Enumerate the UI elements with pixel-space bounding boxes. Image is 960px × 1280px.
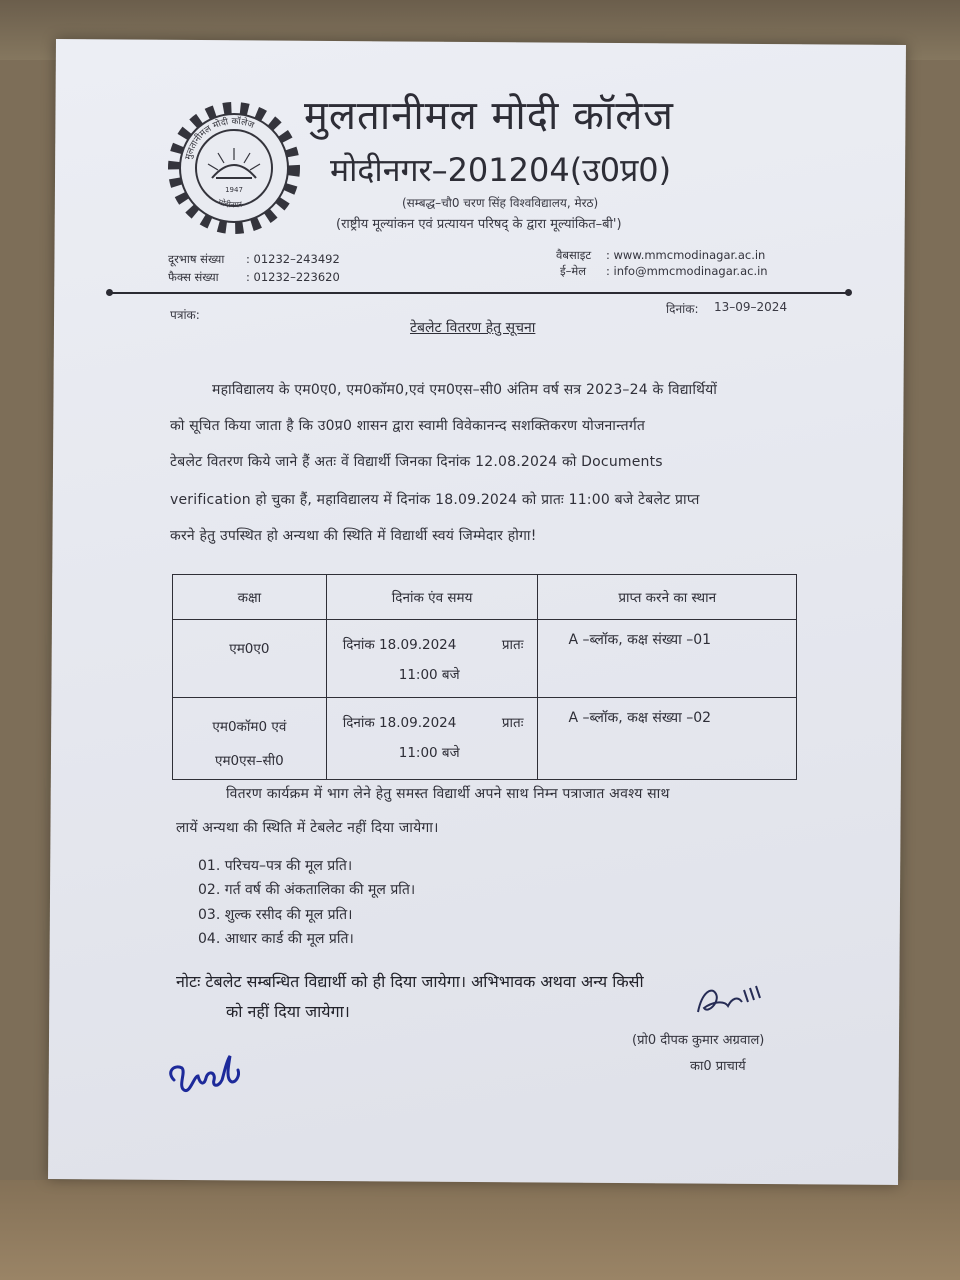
fax-label: फैक्स संख्या: [168, 270, 219, 284]
table-header: कक्षा: [173, 575, 327, 620]
table-header: प्राप्त करने का स्थान: [538, 575, 797, 620]
date-text: दिनांक 18.09.2024: [342, 715, 457, 731]
email-link[interactable]: : info@mmcmodinagar.ac.in: [606, 264, 768, 278]
time-text: 11:00 बजे: [398, 667, 460, 683]
fax-number: : 01232–223620: [246, 270, 340, 284]
date-label: दिनांक:: [666, 302, 699, 316]
place-text: A –ब्लॉक, कक्ष संख्या –01: [568, 632, 712, 648]
para2-line: वितरण कार्यक्रम में भाग लेने हेतु समस्त विद्यार्थी अपने साथ निम्न पत्राजात अवश्य साथ: [226, 786, 670, 802]
affiliation-line: (सम्बद्ध–चौ0 चरण सिंह विश्वविद्यालय, मेरठ): [402, 196, 599, 210]
logo-text-bottom: मोदीनगर: [216, 197, 243, 210]
note-line: को नहीं दिया जायेगा।: [226, 1002, 350, 1021]
class-cell: [173, 620, 327, 698]
place-cell: [538, 620, 797, 698]
date-cell: [326, 620, 538, 698]
class-text: एम0कॉम0 एवं: [212, 719, 287, 735]
table-row: [173, 698, 797, 780]
para2-line: लायें अन्यथा की स्थिति में टेबलेट नहीं दिया जायेगा।: [176, 820, 439, 836]
phone-label: दूरभाष संख्या: [168, 252, 225, 266]
principal-signature-icon: [690, 980, 770, 1026]
place-cell: [538, 698, 797, 780]
list-item: 01. परिचय–पत्र की मूल प्रति।: [198, 858, 353, 874]
signatory-name: (प्रो0 दीपक कुमार अग्रवाल): [632, 1033, 765, 1048]
background-bottom: [0, 1180, 960, 1280]
place-text: A –ब्लॉक, कक्ष संख्या –02: [568, 710, 712, 726]
logo-text-top: मुलतानीमल मोदी कॉलेज: [183, 116, 256, 161]
college-logo-icon: [166, 100, 302, 236]
header-divider: [110, 292, 848, 294]
table-header: दिनांक एंव समय: [326, 575, 538, 620]
ref-label: पत्रांक:: [170, 308, 200, 322]
para1-line: verification हो चुका हैं, महाविद्यालय में दिनांक 18.09.2024 को प्रातः 11:00 बजे टेबलेट प्राप्त: [170, 492, 700, 508]
morning-text: प्रातः: [501, 715, 524, 731]
phone-number: : 01232–243492: [246, 252, 340, 266]
list-item: 03. शुल्क रसीद की मूल प्रति।: [198, 907, 353, 923]
list-item: 02. गर्त वर्ष की अंकतालिका की मूल प्रति।: [198, 882, 416, 898]
para1-line: करने हेतु उपस्थित हो अन्यथा की स्थिति में विद्यार्थी स्वयं जिम्मेदार होगा!: [170, 528, 537, 544]
email-label: ई–मेल: [560, 264, 587, 278]
table-header-row: [173, 575, 797, 620]
distribution-table: [172, 574, 797, 780]
class-text: एम0एस–सी0: [215, 753, 284, 769]
college-name: मुलतानीमल मोदी कॉलेज: [304, 93, 674, 139]
website-label: वैबसाइट: [556, 248, 592, 262]
time-text: 11:00 बजे: [398, 745, 460, 761]
letter-subject: टेबलेट वितरण हेतु सूचना: [410, 320, 536, 336]
para1-line: को सूचित किया जाता है कि उ0प्र0 शासन द्वारा स्वामी विवेकानन्द सशक्तिकरण योजनान्तर्गत: [170, 418, 646, 434]
signatory-title: का0 प्राचार्य: [690, 1059, 746, 1074]
logo-year: 1947: [225, 186, 243, 194]
list-item: 04. आधार कार्ड की मूल प्रति।: [198, 931, 354, 947]
morning-text: प्रातः: [501, 637, 524, 653]
para1-line: महाविद्यालय के एम0ए0, एम0कॉम0,एवं एम0एस–सी0 अंतिम वर्ष सत्र 2023–24 के विद्यार्थियों: [212, 382, 718, 398]
para1-line: टेबलेट वितरण किये जाने हैं अतः वें विद्यार्थी जिनका दिनांक 12.08.2024 को Documents: [170, 454, 663, 470]
accreditation-line: (राष्ट्रीय मूल्यांकन एवं प्रत्यायन परिषद् के द्वारा मूल्यांकित–बी'): [336, 217, 622, 232]
date-text: दिनांक 18.09.2024: [342, 637, 457, 653]
note-line: नोटः टेबलेट सम्बन्धित विद्यार्थी को ही दिया जायेगा। अभिभावक अथवा अन्य किसी: [176, 972, 644, 991]
date-cell: [326, 698, 538, 780]
handwritten-initials-icon: [160, 1046, 246, 1102]
table-row: [173, 620, 797, 698]
class-cell: [173, 698, 327, 780]
website-link[interactable]: : www.mmcmodinagar.ac.in: [606, 248, 766, 262]
college-city: मोदीनगर–201204(उ0प्र0): [330, 151, 672, 189]
class-text: एम0ए0: [229, 641, 270, 657]
letter-date: 13–09–2024: [714, 300, 788, 314]
